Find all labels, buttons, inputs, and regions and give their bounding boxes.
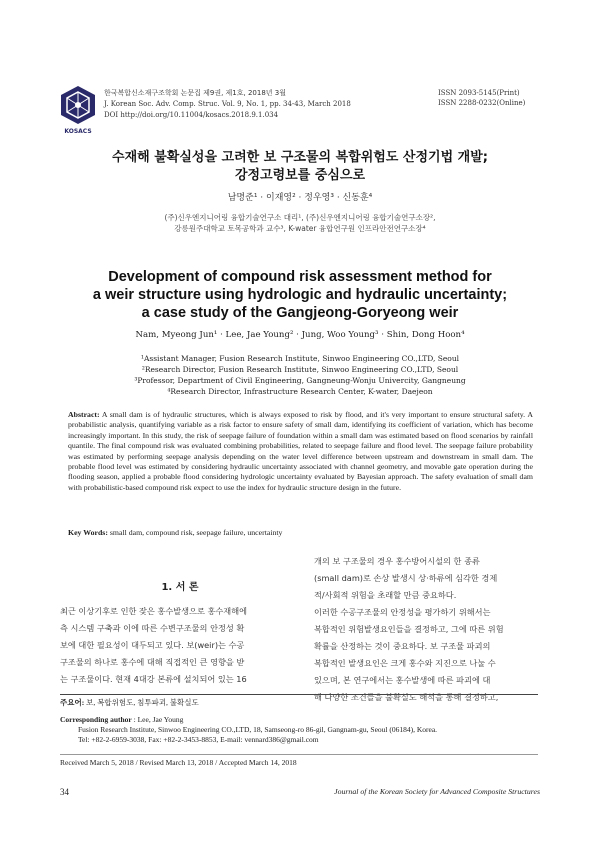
page-number: 34 bbox=[60, 787, 69, 797]
corresponding-author bbox=[60, 715, 183, 725]
english-affil-2: ²Research Director, Fusion Research Institute, Sinwoo Engineering CO.,LTD, Seoul bbox=[141, 365, 459, 374]
kor-journal-line: 한국복합신소재구조학회 논문집 제9권, 제1호, 2018년 3월 bbox=[104, 89, 286, 97]
korean-affil-line2: 강릉원주대학교 토목공학과 교수³, K-water 융합연구원 인프라안전연구소장⁴ bbox=[174, 224, 426, 233]
eng-journal-line: J. Korean Soc. Adv. Comp. Struc. Vol. 9, No. 1, pp. 34-43, March 2018 bbox=[104, 100, 351, 108]
body-left-line: 구조물의 하나로 홍수에 대해 직접적인 큰 영향을 받 bbox=[60, 657, 245, 667]
body-right-line: 이러한 수공구조물의 안정성을 평가하기 위해서는 bbox=[314, 607, 491, 617]
abstract-label: Abstract: bbox=[68, 410, 100, 419]
korean-keywords-label: 주요어: bbox=[60, 698, 85, 707]
issn-online: ISSN 2288-0232(Online) bbox=[438, 99, 526, 107]
body-right-line: 있으며, 본 연구에서는 홍수발생에 따른 파괴에 대 bbox=[314, 675, 491, 685]
body-right-line: 해 다양한 조건들을 불확실도 해석을 통해 결정하고, bbox=[314, 692, 499, 702]
footnote-divider bbox=[60, 694, 538, 695]
corresponding-name: : Lee, Jae Young bbox=[133, 715, 184, 724]
body-right-line: 적/사회적 위험을 초래할 만큼 중요하다. bbox=[314, 590, 457, 600]
body-left-column bbox=[60, 603, 300, 688]
logo-label: KOSACS bbox=[64, 128, 92, 135]
received-divider bbox=[60, 754, 538, 755]
body-right-line: (small dam)로 손상 발생시 상·하류에 심각한 경제 bbox=[314, 573, 498, 583]
footer-journal-name: Journal of the Korean Society for Advanced Composite Structures bbox=[334, 787, 540, 796]
english-title-line2: a weir structure using hydrologic and hydraulic uncertainty; bbox=[92, 287, 508, 303]
body-right-line: 확률을 산정하는 것이 중요하다. 보 구조물 파괴의 bbox=[314, 641, 491, 651]
keywords-label: Key Words: bbox=[68, 528, 108, 537]
korean-authors: 남명준¹ · 이재영² · 정우영³ · 신동훈⁴ bbox=[227, 193, 373, 203]
abstract-text: A small dam is of hydraulic structures, which is always exposed to risk by flood, and it's very important to ensure structural safety. A probabilistic analysis, quantifying variable as a risk factor to ensure safety of small dam, identifying its coefficient of variation, which has become increasingly important. In this study, the risk of seepage failure of foundation within a small dam was estimated based on flood scenarios by rainfall quantile. The final compound risk was evaluated combining probabilities, related to seepage failure and flood level. The seepage failure probability was estimated by performing seepage analysis depending on the water level difference between upstream and downstream in small dam. The probable flood level was estimated by considering hydraulic uncertainty associated with channel geometry, and movable gate operation during the flooding season, applied a probable flood considering hydrologic uncertainty evaluated by Bayesian approach. The safety evaluation of small dam with probabilistic-based compound risk expect to use the index for hydraulic structure design in the future. bbox=[68, 410, 533, 492]
english-title-line3: a case study of the Gangjeong-Goryeong weir bbox=[141, 305, 459, 321]
body-left-line: 는 구조물이다. 현재 4대강 본류에 설치되어 있는 16 bbox=[60, 674, 247, 684]
kosacs-logo-icon bbox=[58, 84, 98, 128]
english-affil-1: ¹Assistant Manager, Fusion Research Institute, Sinwoo Engineering CO.,LTD, Seoul bbox=[140, 354, 460, 363]
body-right-line: 복합적인 발생요인은 크게 홍수와 지진으로 나눌 수 bbox=[314, 658, 496, 668]
body-right-line: 개의 보 구조물의 경우 홍수방어시설의 한 종류 bbox=[314, 556, 480, 566]
body-left-line: 최근 이상기후로 인한 잦은 홍수발생으로 홍수재해에 bbox=[60, 606, 248, 616]
doi-line[interactable]: DOI http://doi.org/10.11004/kosacs.2018.9.1.034 bbox=[104, 111, 279, 119]
korean-keywords bbox=[60, 698, 199, 708]
keywords-text: small dam, compound risk, seepage failure, uncertainty bbox=[109, 528, 283, 537]
korean-title-line2: 강정고령보를 중심으로 bbox=[234, 168, 366, 183]
english-authors: Nam, Myeong Jun¹ · Lee, Jae Young² · Jung, Woo Young³ · Shin, Dong Hoon⁴ bbox=[135, 330, 465, 340]
korean-title-line1: 수재해 불확실성을 고려한 보 구조물의 복합위험도 산정기법 개발; bbox=[112, 150, 488, 165]
english-affil-3: ³Professor, Department of Civil Engineering, Gangneung-Wonju Univercity, Gangneung bbox=[134, 376, 466, 385]
received-dates: Received March 5, 2018 / Revised March 13, 2018 / Accepted March 14, 2018 bbox=[60, 758, 297, 767]
section-heading: 1. 서 론 bbox=[161, 582, 199, 593]
corresponding-label: Corresponding author bbox=[60, 715, 132, 724]
corresponding-address: Fusion Research Institute, Sinwoo Engineering CO.,LTD, 18, Samseong-ro 86-gil, Gangnam-gu, Seoul (06184), Korea. bbox=[78, 725, 438, 734]
body-right-column bbox=[314, 553, 539, 706]
abstract-block bbox=[68, 410, 533, 493]
korean-keywords-text: 보, 복합위험도, 침투파괴, 불확실도 bbox=[86, 698, 199, 707]
issn-print: ISSN 2093-5145(Print) bbox=[438, 89, 520, 97]
keywords-block bbox=[68, 528, 533, 538]
english-affil-4: ⁴Research Director, Infrastructure Research Center, K-water, Daejeon bbox=[167, 387, 433, 396]
corresponding-contact[interactable]: Tel: +82-2-6959-3038, Fax: +82-2-3453-8853, E-mail: vennard386@gmail.com bbox=[78, 735, 319, 744]
body-right-line: 복합적인 위험발생요인들을 결정하고, 그에 따른 위험 bbox=[314, 624, 504, 634]
body-left-line: 보에 대한 필요성이 대두되고 있다. 보(weir)는 수공 bbox=[60, 640, 245, 650]
body-left-line: 측 시스템 구축과 이에 따른 수변구조물의 안정성 확 bbox=[60, 623, 245, 633]
english-title-line1: Development of compound risk assessment method for bbox=[108, 269, 492, 285]
korean-affil-line1: (주)신우엔지니어링 융합기술연구소 대리¹, (주)신우엔지니어링 융합기술연구소장², bbox=[164, 213, 436, 222]
